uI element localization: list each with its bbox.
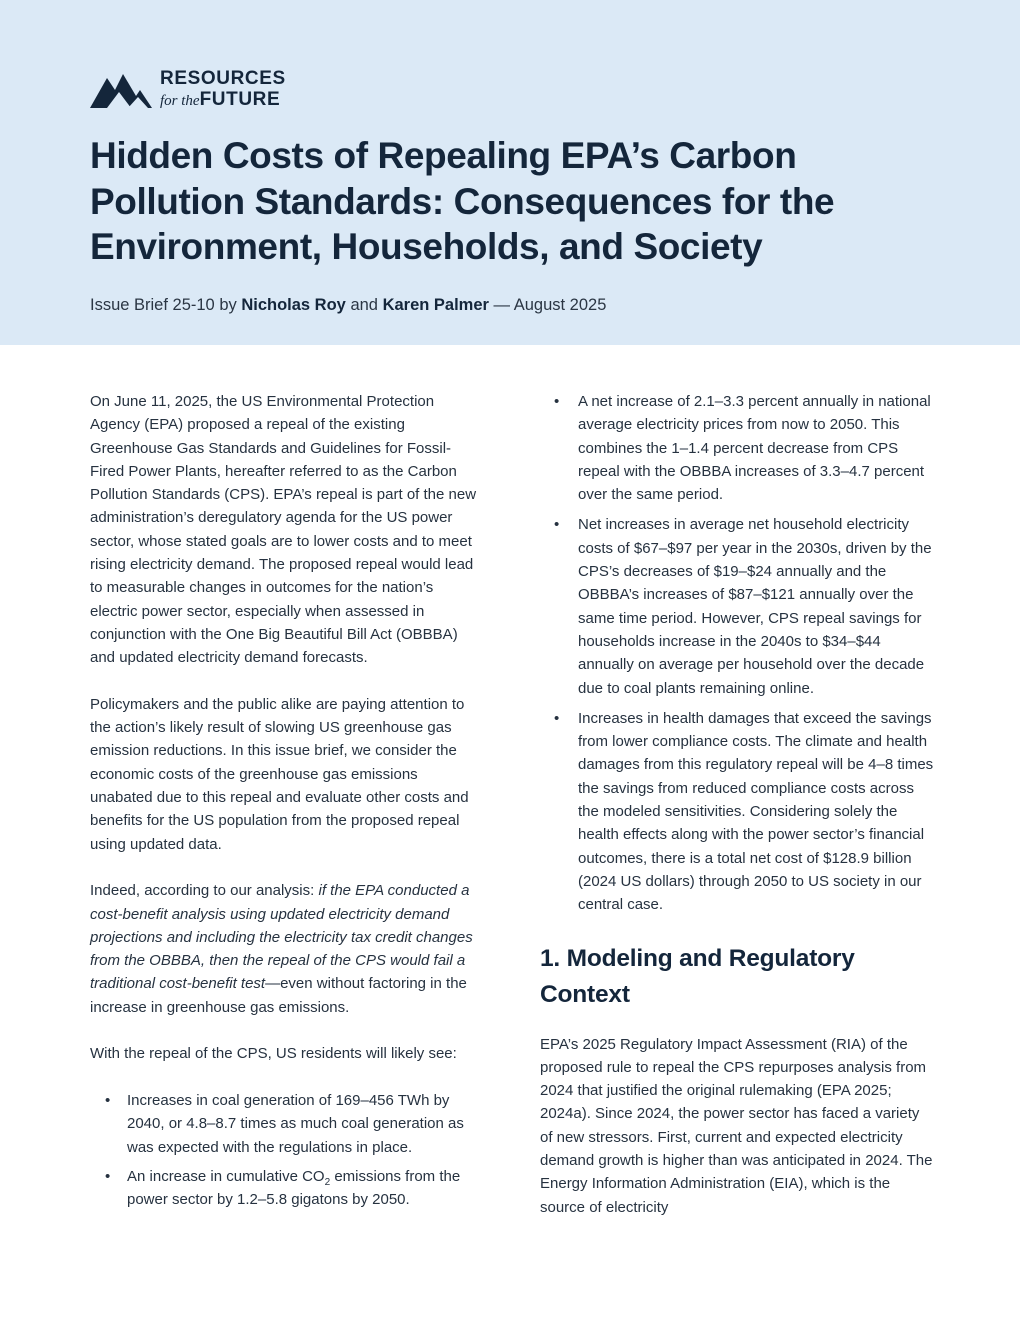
impacts-list-left bbox=[90, 1089, 480, 1211]
policymakers-paragraph: Policymakers and the public alike are paying attention to the action’s likely result of slowing US greenhouse gas emission reductions. In this issue brief, we consider the economic costs of the greenhouse gas emissions unabated due to this repeal and evaluate other costs and benefits for the US population from the proposed repeal using updated data. bbox=[90, 695, 469, 853]
analysis-paragraph bbox=[90, 879, 480, 1019]
analysis-tail: —even without factoring in the increase in greenhouse gas emissions. bbox=[90, 975, 467, 1016]
list-item: • Increases in coal generation of 169–456 TWh by 2040, or 4.8–8.7 times as much coal generation as was expected with the regulations in place. bbox=[90, 1089, 480, 1159]
bullet2-text-b: emissions from the power sector by 1.2–5.8 gigatons by 2050. bbox=[127, 1167, 461, 1209]
bullet2-text-a: An increase in cumulative CO bbox=[127, 1167, 325, 1185]
residents-intro: With the repeal of the CPS, US residents will likely see: bbox=[90, 1045, 457, 1063]
page-title: Hidden Costs of Repealing EPA’s Carbon Pollution Standards: Consequences for the Environment, Households, and Society bbox=[90, 135, 835, 267]
ria-paragraph: EPA’s 2025 Regulatory Impact Assessment (RIA) of the proposed rule to repeal the CPS repurposes analysis from 2024 that justified the original rulemaking (EPA 2025; 2024a). Since 2024, the power sector has faced a variety of new stressors. First, current and expected electricity demand growth is higher than was anticipated in 2024. The Energy Information Administration (EIA), which is the source of electricity bbox=[540, 1035, 933, 1216]
analysis-lead: Indeed, according to our analysis: bbox=[90, 882, 319, 900]
author-karen-palmer[interactable]: Karen Palmer bbox=[382, 296, 489, 314]
intro-paragraph: On June 11, 2025, the US Environmental Protection Agency (EPA) proposed a repeal of the existing Greenhouse Gas Standards and Guidelines for Fossil-Fired Power Plants, hereafter referred to as the Carbon Pollution Standards (CPS). EPA’s repeal is part of the new administration’s deregulatory agenda for the US power sector, whose stated goals are to lower costs and to meet rising electricity demand. The proposed repeal would lead to measurable changes in outcomes for the nation’s electric power sector, especially when assessed in conjunction with the One Big Beautiful Bill Act (OBBBA) and updated electricity demand forecasts. bbox=[90, 393, 477, 667]
list-item: • Increases in health damages that exceed the savings from lower compliance costs. The climate and health damages from this regulatory repeal will be 4–8 times the savings from reduced compliance costs across the modeled sensitivities. Considering solely the health effects along with the power sector’s financial outcomes, there is a total net cost of $128.9 billion (2024 US dollars) through 2050 to US society in our central case. bbox=[540, 707, 935, 917]
byline-prefix: Issue Brief 25-10 by bbox=[90, 296, 242, 314]
rff-logo[interactable] bbox=[90, 68, 310, 110]
header-banner bbox=[0, 0, 1020, 345]
analysis-italic: if the EPA conducted a cost-benefit analysis using updated electricity demand projections and including the electricity tax credit changes from the OBBBA, then the repeal of the CPS would fail a traditional cost-benefit test bbox=[90, 882, 473, 993]
right-column bbox=[540, 390, 935, 1242]
impacts-list-right bbox=[540, 390, 935, 917]
list-item bbox=[90, 1165, 480, 1212]
logo-text-future bbox=[160, 89, 280, 111]
byline-date: — August 2025 bbox=[488, 296, 607, 314]
logo-text-future-word: FUTURE bbox=[199, 89, 281, 110]
section-heading-modeling: 1. Modeling and Regulatory Context bbox=[540, 944, 855, 1008]
author-nicholas-roy[interactable]: Nicholas Roy bbox=[241, 296, 346, 314]
logo-text-for-the: for the bbox=[160, 93, 200, 109]
list-item: • A net increase of 2.1–3.3 percent annually in national average electricity prices from now to 2050. This combines the 1–1.4 percent decrease from CPS repeal with the OBBBA increases of 3.3–4.7 percent over the same period. bbox=[540, 390, 935, 506]
byline-and: and bbox=[345, 296, 383, 314]
logo-text-resources: RESOURCES bbox=[160, 68, 286, 89]
co2-subscript: 2 bbox=[324, 1176, 331, 1188]
list-item: • Net increases in average net household electricity costs of $67–$97 per year in the 2030s, driven by the CPS’s decreases of $19–$24 annually and the OBBBA’s increases of $87–$121 annually over the same time period. However, CPS repeal savings for households increase in the 2040s to $34–$44 annually on average per household over the decade due to coal plants remaining online. bbox=[540, 513, 935, 699]
left-column bbox=[90, 390, 480, 1217]
byline bbox=[90, 296, 606, 315]
mountain-logo-icon bbox=[90, 70, 152, 108]
